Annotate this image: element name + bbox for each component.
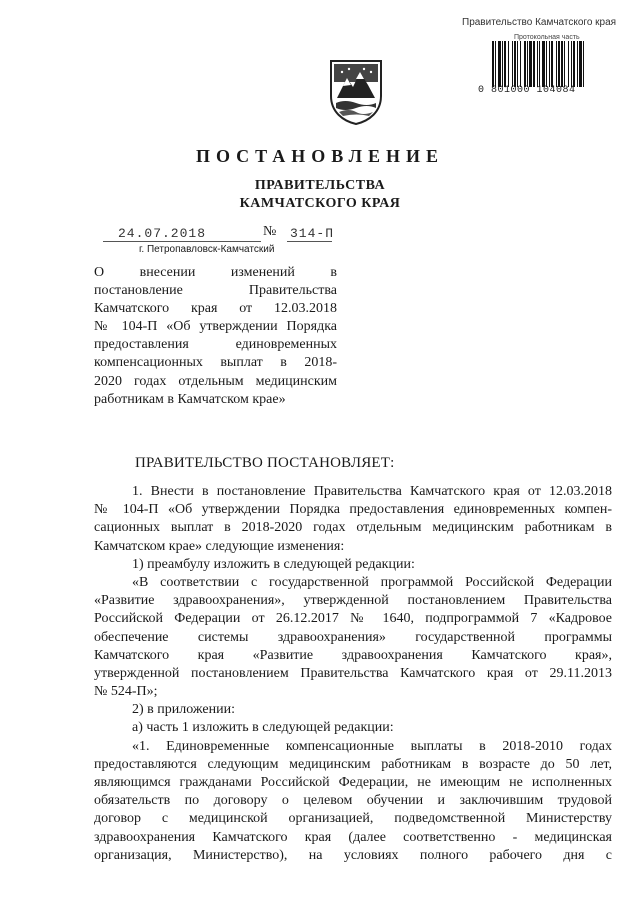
barcode-bar xyxy=(556,41,557,87)
body-line: утвержденной постановлением Правительства Камчатского края от 29.11.2013 xyxy=(94,665,612,681)
subject-line: компенсационных выплат в 2018- xyxy=(94,355,337,371)
barcode-bar xyxy=(546,41,547,87)
body-line: договор с медицинской организацией, подведомственной Министерству xyxy=(94,811,612,827)
barcode-bar xyxy=(583,41,584,87)
body-line: «1. Единовременные компенсационные выплаты в 2018-2010 годах xyxy=(132,738,612,754)
barcode-bar xyxy=(502,41,503,87)
body-line: Камчатского края «Развитие здравоохранения Камчатского края», xyxy=(94,647,612,663)
body-text xyxy=(94,483,612,865)
date-underline xyxy=(103,241,261,242)
body-line: «В соответствии с государственной программой Российской Федерации xyxy=(132,574,612,590)
number-underline xyxy=(287,241,332,242)
barcode-bar xyxy=(561,41,563,87)
barcode-bar xyxy=(533,41,535,87)
barcode-bar xyxy=(504,41,506,87)
barcode-bar xyxy=(539,41,540,87)
subject-line: предоставления единовременных xyxy=(94,337,337,353)
barcode-bar xyxy=(527,41,528,87)
number-sign: № xyxy=(263,224,277,239)
issuer-line-1: ПРАВИТЕЛЬСТВА xyxy=(254,178,386,193)
body-line: 2) в приложении: xyxy=(132,702,235,718)
barcode-bar xyxy=(537,41,538,87)
body-line: сационных выплат в 2018-2020 годах отдельным медицинским работникам в xyxy=(94,520,612,536)
subject-line: Камчатского края от 12.03.2018 xyxy=(94,301,337,317)
body-line: 1) преамбулу изложить в следующей редакции: xyxy=(132,556,415,572)
barcode-bar xyxy=(508,41,509,87)
stamp-title: Правительство Камчатского края xyxy=(462,17,617,28)
body-line: организация, Министерство), на условиях полного рабочего дня с xyxy=(94,847,612,863)
body-line: обязательств по договору о целевом обучении и заключившим трудовой xyxy=(94,793,612,809)
barcode-bar xyxy=(520,41,521,87)
issuer-line-2: КАМЧАТСКОГО КРАЯ xyxy=(239,196,401,211)
barcode-bar xyxy=(558,41,560,87)
document-date: 24.07.2018 xyxy=(118,226,207,241)
body-line: Камчатском крае» следующие изменения: xyxy=(94,538,345,554)
subject-line: О внесении изменений в xyxy=(94,265,337,280)
document-title: ПОСТАНОВЛЕНИЕ xyxy=(195,146,445,166)
body-line: «Развитие здравоохранения», утвержденной постановлением Правительства xyxy=(94,593,612,609)
body-line: являющимся гражданами Российской Федерации, не имеющим не исполненных xyxy=(94,775,612,790)
subject-line: работникам в Камчатском крае» xyxy=(94,391,286,407)
decree-heading: ПРАВИТЕЛЬСТВО ПОСТАНОВЛЯЕТ: xyxy=(135,455,395,471)
body-line: а) часть 1 изложить в следующей редакции: xyxy=(132,720,394,736)
barcode-bar xyxy=(524,41,526,87)
body-line: 1. Внести в постановление Правительства Камчатского края от 12.03.2018 xyxy=(132,484,612,499)
subject-block xyxy=(94,264,337,409)
barcode-bar xyxy=(529,41,532,87)
body-line: предоставляются следующим медицинским работникам в возрасте до 50 лет, xyxy=(94,756,612,772)
barcode-bar xyxy=(492,41,494,87)
body-line: обеспечение системы здравоохранения» государственной программы xyxy=(94,629,612,645)
barcode-bar xyxy=(498,41,501,87)
barcode-bar xyxy=(571,41,572,87)
body-line: Российской Федерации от 26.12.2017 № 1640, подпрограммой 7 «Кадровое xyxy=(94,611,612,627)
subject-line: 2020 годах отдельным медицинским xyxy=(94,373,337,389)
barcode-bar xyxy=(512,41,513,87)
barcode-number: 0 801000 104084 xyxy=(478,85,576,96)
barcode-bar xyxy=(549,41,550,87)
barcode-bar xyxy=(568,41,569,87)
barcode-bar xyxy=(573,41,575,87)
barcode xyxy=(492,41,617,87)
barcode-bar xyxy=(542,41,545,87)
subject-line: постановление Правительства xyxy=(94,283,337,299)
city: г. Петропавловск-Камчатский xyxy=(139,244,275,255)
body-line: № 104-П «Об утверждении Порядка предоставления единовременных компен- xyxy=(94,502,612,518)
body-line: здравоохранения Камчатского края (далее соответственно - медицинская xyxy=(94,829,612,845)
barcode-bar xyxy=(495,41,496,87)
barcode-bar xyxy=(564,41,565,87)
stamp-subtitle: Протокольная часть xyxy=(514,34,580,41)
barcode-bar xyxy=(551,41,553,87)
body-line: № 524-П»; xyxy=(94,684,158,700)
document-number: 314-П xyxy=(290,226,335,241)
kamchatka-emblem-icon xyxy=(327,58,385,126)
barcode-bar xyxy=(517,41,518,87)
barcode-bar xyxy=(514,41,516,87)
subject-line: № 104-П «Об утверждении Порядка xyxy=(94,319,337,335)
barcode-bar xyxy=(577,41,578,87)
barcode-bar xyxy=(579,41,582,87)
